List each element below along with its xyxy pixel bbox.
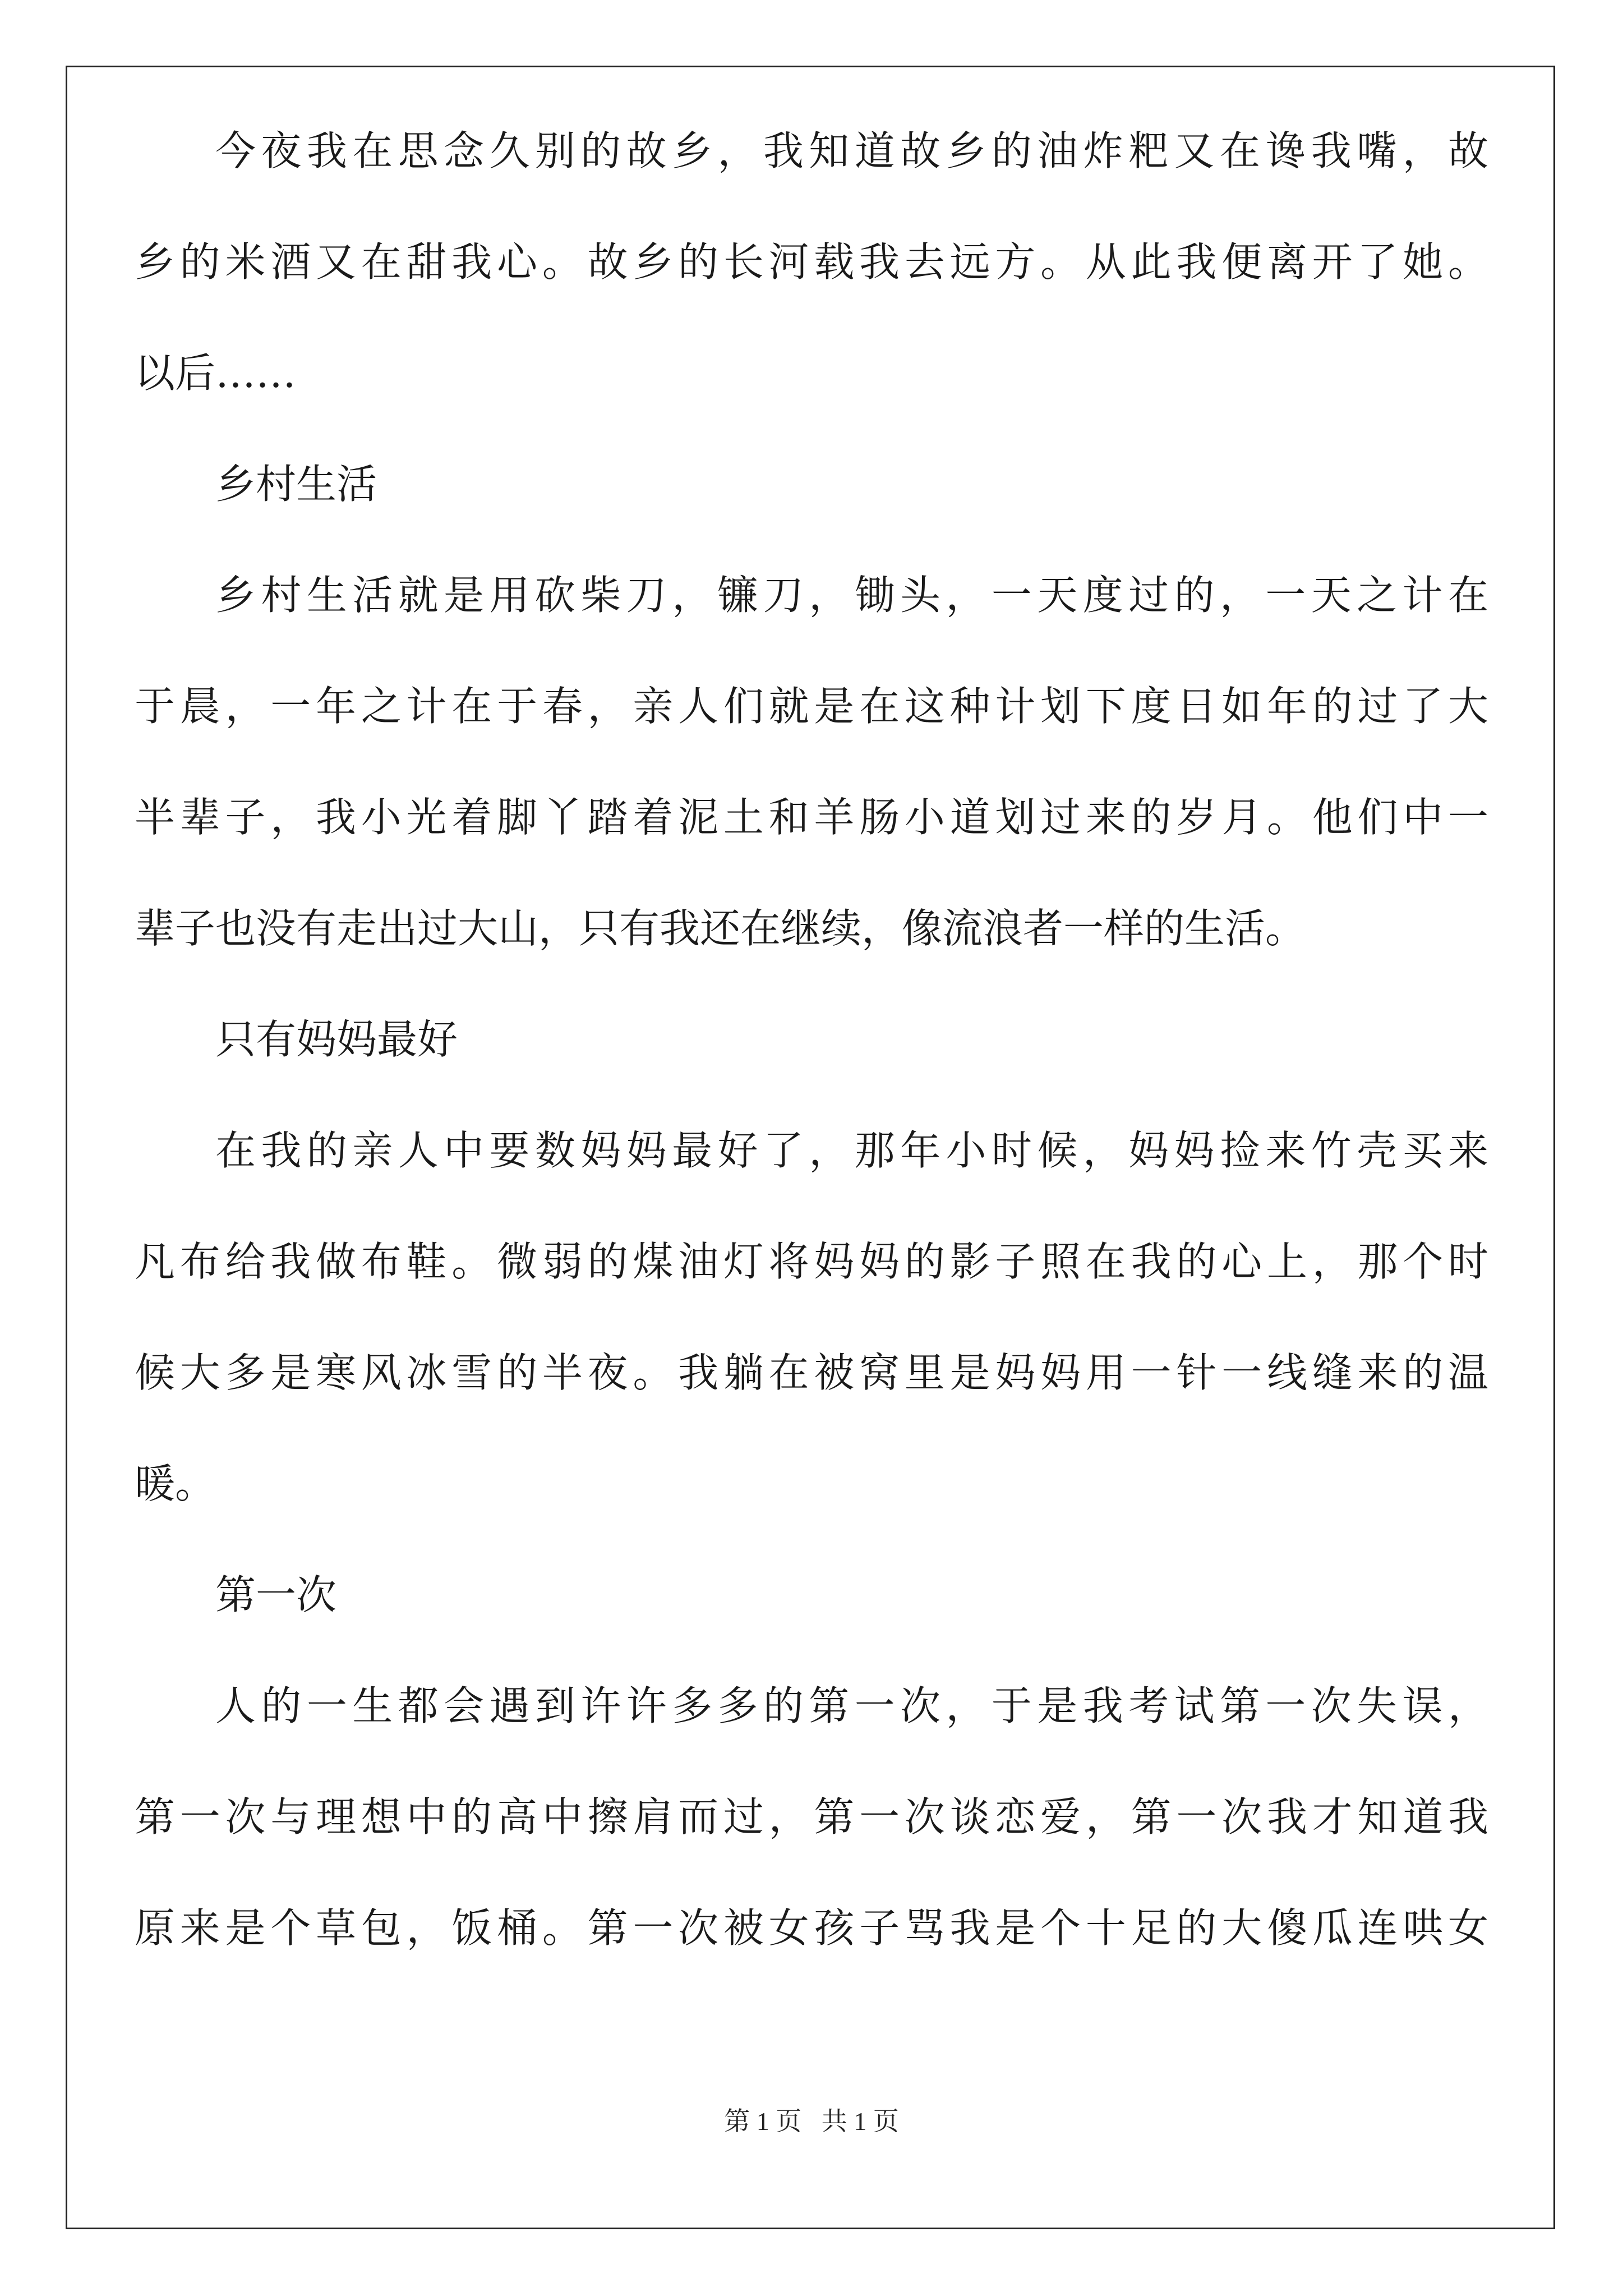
paragraph-line: 辈子也没有走出过大山，只有我还在继续，像流浪者一样的生活。 bbox=[135, 905, 1306, 952]
page-count: 共 1 页 bbox=[821, 2107, 899, 2136]
paragraph-line: 第一次与理想中的高中擦肩而过，第一次谈恋爱，第一次我才知道我 bbox=[135, 1793, 1488, 1841]
paragraph-line: 原来是个草包，饭桶。第一次被女孩子骂我是个十足的大傻瓜连哄女 bbox=[135, 1904, 1488, 1952]
paragraph-line: 以后…… bbox=[135, 349, 297, 397]
page-number: 第 1 页 bbox=[724, 2107, 802, 2136]
paragraph-line: 半辈子，我小光着脚丫踏着泥土和羊肠小道划过来的岁月。他们中一 bbox=[135, 794, 1488, 841]
paragraph-line: 候大多是寒风冰雪的半夜。我躺在被窝里是妈妈用一针一线缝来的温 bbox=[135, 1349, 1488, 1396]
section-heading: 第一次 bbox=[215, 1571, 337, 1618]
paragraph-line: 今夜我在思念久别的故乡，我知道故乡的油炸粑又在谗我嘴，故 bbox=[215, 127, 1488, 174]
paragraph-line: 乡的米酒又在甜我心。故乡的长河载我去远方。从此我便离开了她。 bbox=[135, 238, 1488, 286]
paragraph-line: 暖。 bbox=[135, 1460, 216, 1507]
page-footer bbox=[0, 2101, 1623, 2138]
paragraph-line: 于晨，一年之计在于春，亲人们就是在这种计划下度日如年的过了大 bbox=[135, 683, 1488, 730]
section-heading: 乡村生活 bbox=[215, 461, 377, 508]
document-body bbox=[135, 95, 1488, 1984]
paragraph-line: 在我的亲人中要数妈妈最好了，那年小时候，妈妈捡来竹壳买来 bbox=[215, 1127, 1488, 1174]
paragraph-line: 乡村生活就是用砍柴刀，镰刀，锄头，一天度过的，一天之计在 bbox=[215, 572, 1488, 619]
section-heading: 只有妈妈最好 bbox=[215, 1016, 458, 1063]
paragraph-line: 人的一生都会遇到许许多多的第一次，于是我考试第一次失误， bbox=[215, 1682, 1488, 1729]
paragraph-line: 凡布给我做布鞋。微弱的煤油灯将妈妈的影子照在我的心上，那个时 bbox=[135, 1238, 1488, 1285]
